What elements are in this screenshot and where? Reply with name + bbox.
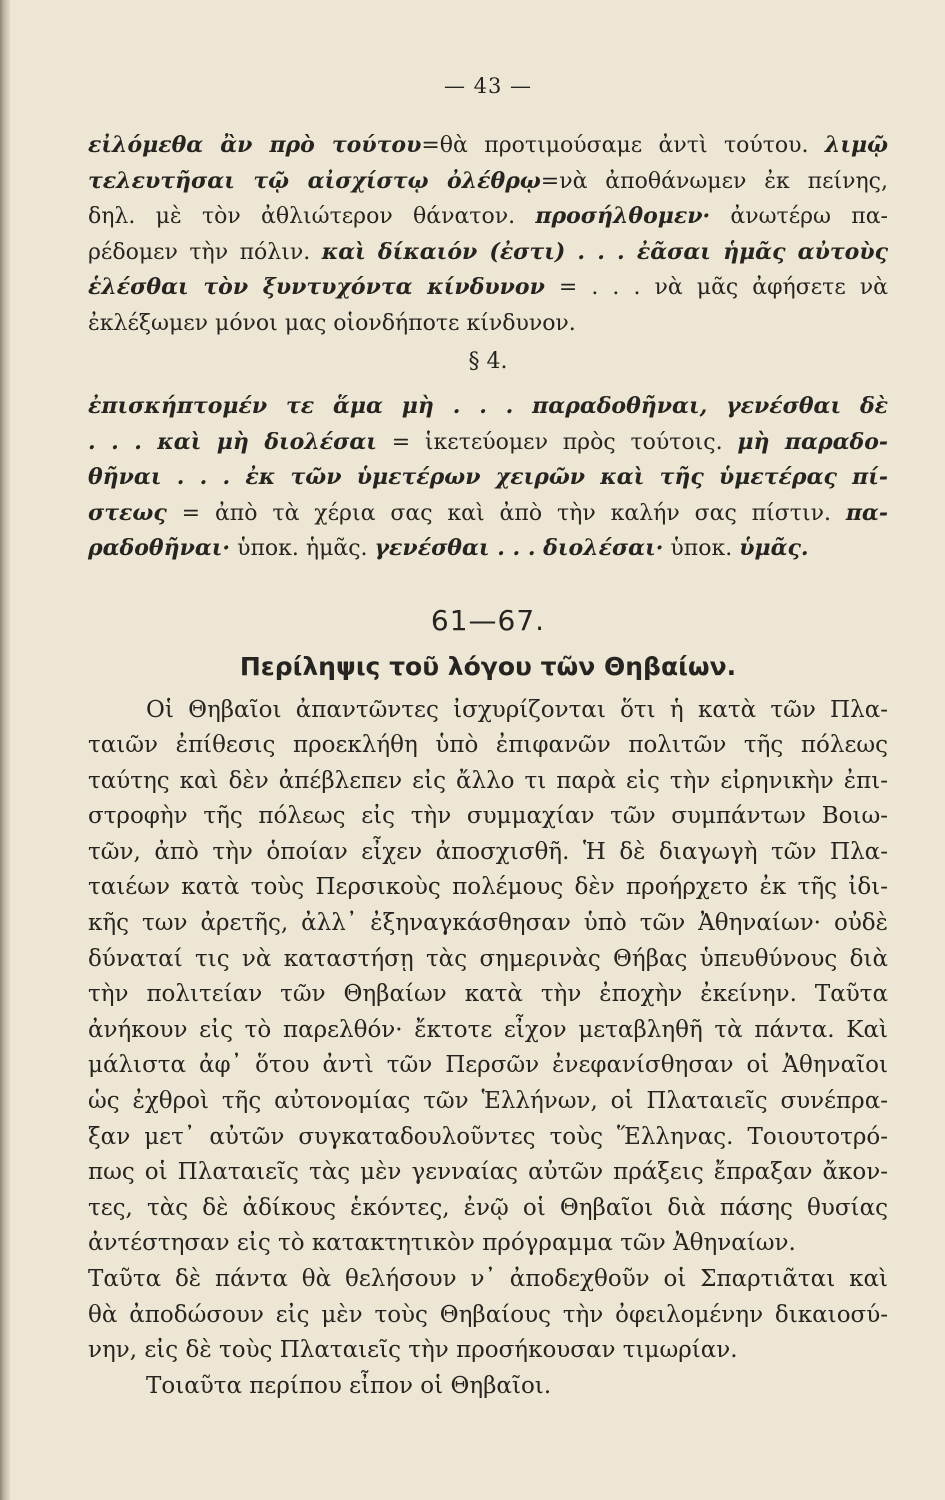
body-line: ταύτης καὶ δὲν ἀπέβλεπεν εἰς ἄλλο τι παρὰ εἰς τὴν εἰρηνικὴν ἐπι-: [88, 767, 888, 794]
note-gloss: ὑποκ.: [663, 536, 740, 561]
note-term: ὑμᾶς.: [739, 535, 809, 561]
chapter-title: Περίληψις τοῦ λόγου τῶν Θηβαίων.: [239, 651, 737, 681]
note-line: [88, 460, 888, 496]
page-number: — 43 —: [443, 74, 533, 98]
body-line: θὰ ἀποδώσουν εἰς μὲν τοὺς Θηβαίους τὴν ὀφειλομένην δικαιοσύ-: [88, 1301, 888, 1328]
note-line: [88, 164, 888, 200]
note-gloss: = ἀπὸ τὰ χέρια σας καὶ ἀπὸ τὴν καλήν σας πίστιν.: [166, 500, 846, 526]
note-line: [88, 306, 888, 342]
note-term: λιμῷ: [824, 132, 889, 158]
body-line: στροφὴν τῆς πόλεως εἰς τὴν συμμαχίαν τῶν συμπάντων Βοιω-: [88, 803, 888, 830]
body-line: τῶν, ἀπὸ τὴν ὁποίαν εἶχεν ἀποσχισθῆ. Ἡ δὲ διαγωγὴ τῶν Πλα-: [88, 838, 888, 865]
note-line: [88, 199, 888, 235]
note-gloss: ἐκλέξωμεν μόνοι μας οἱονδήποτε κίνδυνον.: [88, 310, 576, 336]
body-line: ἀντέστησαν εἰς τὸ κατακτητικὸν πρόγραμμα τῶν Ἀθηναίων.: [88, 1230, 796, 1257]
note-term: εἰλόμεθα ἂν πρὸ τούτου: [88, 132, 422, 158]
body-line: τες, τὰς δὲ ἀδίκους ἑκόντες, ἐνῷ οἱ Θηβαῖοι διὰ πάσης θυσίας: [88, 1194, 888, 1221]
note-gloss: ἀνωτέρω πα-: [710, 204, 888, 229]
note-line: [88, 235, 888, 271]
note-line: [88, 496, 888, 532]
section-mark: § 4.: [468, 349, 508, 374]
body-line: ὡς ἐχθροὶ τῆς αὐτονομίας τῶν Ἑλλήνων, οἱ Πλαταιεῖς συνέπρα-: [88, 1088, 888, 1115]
body-line: Ταῦτα δὲ πάντα θὰ θελήσουν ν᾽ ἀποδεχθοῦν οἱ Σπαρτιᾶται καὶ: [88, 1266, 888, 1292]
notes-block-section-4: [88, 389, 888, 567]
note-gloss: = . . . νὰ μᾶς ἀφήσετε νὰ: [544, 275, 888, 300]
note-term: πα-: [845, 499, 888, 526]
body-line: ξαν μετ᾽ αὐτῶν συγκαταδουλοῦντες τοὺς Ἕλληνας. Τοιουτοτρό-: [88, 1123, 888, 1150]
note-term: μὴ παραδο-: [737, 428, 888, 455]
note-line: [88, 128, 888, 164]
body-line: Τοιαῦτα περίπου εἶπον οἱ Θηβαῖοι.: [146, 1372, 552, 1399]
note-gloss: =θὰ προτιμούσαμε ἀντὶ τούτου.: [421, 133, 825, 158]
body-line: κῆς των ἀρετῆς, ἀλλ᾽ ἐξηναγκάσθησαν ὑπὸ τῶν Ἀθηναίων· οὐδὲ: [88, 910, 888, 937]
body-line: νην, εἰς δὲ τοὺς Πλαταιεῖς τὴν προσήκουσαν τιμωρίαν.: [88, 1337, 738, 1364]
note-line: [88, 425, 888, 461]
note-term: ἑλέσθαι τὸν ξυντυχόντα κίνδυνον: [88, 274, 545, 300]
note-gloss: ὑποκ. ἡμᾶς.: [230, 536, 375, 561]
note-term: προσήλθομεν·: [535, 203, 711, 229]
body-line: ἀνήκουν εἰς τὸ παρελθόν· ἔκτοτε εἶχον μεταβληθῆ τὰ πάντα. Καὶ: [88, 1016, 888, 1043]
note-line: [88, 270, 888, 306]
note-line: [88, 389, 888, 425]
body-line: μάλιστα ἀφ᾽ ὅτου ἀντὶ τῶν Περσῶν ἐνεφανίσθησαν οἱ Ἀθηναῖοι: [88, 1052, 888, 1079]
summary-paragraph: [88, 693, 888, 1405]
note-term: . . . καὶ μὴ διολέσαι: [88, 428, 377, 455]
notes-block-top: [88, 128, 888, 341]
note-gloss: δηλ. μὲ τὸν ἀθλιώτερον θάνατον.: [88, 204, 536, 229]
body-line: τὴν πολιτείαν τῶν Θηβαίων κατὰ τὴν ἐποχὴν ἐκείνην. Ταῦτα: [88, 981, 888, 1008]
body-line: ταιῶν ἐπίθεσις προεκλήθη ὑπὸ ἐπιφανῶν πολιτῶν τῆς πόλεως: [88, 732, 888, 759]
page-binding-edge: [0, 0, 10, 1500]
body-line: δύναταί τις νὰ καταστήσῃ τὰς σημερινὰς Θήβας ὑπευθύνους διὰ: [88, 945, 888, 972]
note-term: θῆναι . . . ἐκ τῶν ὑμετέρων χειρῶν καὶ τῆς ὑμετέρας πί-: [88, 464, 888, 490]
body-line: ταιέων κατὰ τοὺς Περσικοὺς πολέμους δὲν προήρχετο ἐκ τῆς ἰδι-: [88, 874, 888, 901]
book-page: [88, 74, 888, 1404]
note-term: τελευτῆσαι τῷ αἰσχίστῳ ὀλέθρῳ: [88, 167, 541, 194]
note-gloss: =νὰ ἀποθάνωμεν ἐκ πείνης,: [540, 168, 888, 194]
body-line: πως οἱ Πλαταιεῖς τὰς μὲν γενναίας αὐτῶν πράξεις ἔπραξαν ἄκον-: [88, 1159, 888, 1186]
note-line: [88, 531, 888, 567]
note-gloss: = ἱκετεύομεν πρὸς τούτοις.: [376, 429, 738, 455]
note-gloss: ρέδομεν τὴν πόλιν.: [88, 239, 322, 265]
chapter-range-heading: 61—67.: [430, 603, 546, 637]
note-term: γενέσθαι . . . διολέσαι·: [374, 535, 664, 561]
note-term: καὶ δίκαιόν (ἐστι) . . . ἐᾶσαι ἡμᾶς αὐτοὺς: [321, 238, 888, 265]
body-line: Οἱ Θηβαῖοι ἀπαντῶντες ἰσχυρίζονται ὅτι ἡ κατὰ τῶν Πλα-: [146, 696, 888, 723]
note-term: ραδοθῆναι·: [88, 535, 231, 561]
note-term: ἐπισκήπτομέν τε ἅμα μὴ . . . παραδοθῆναι, γενέσθαι δὲ: [88, 393, 888, 419]
note-term: στεως: [88, 499, 167, 526]
